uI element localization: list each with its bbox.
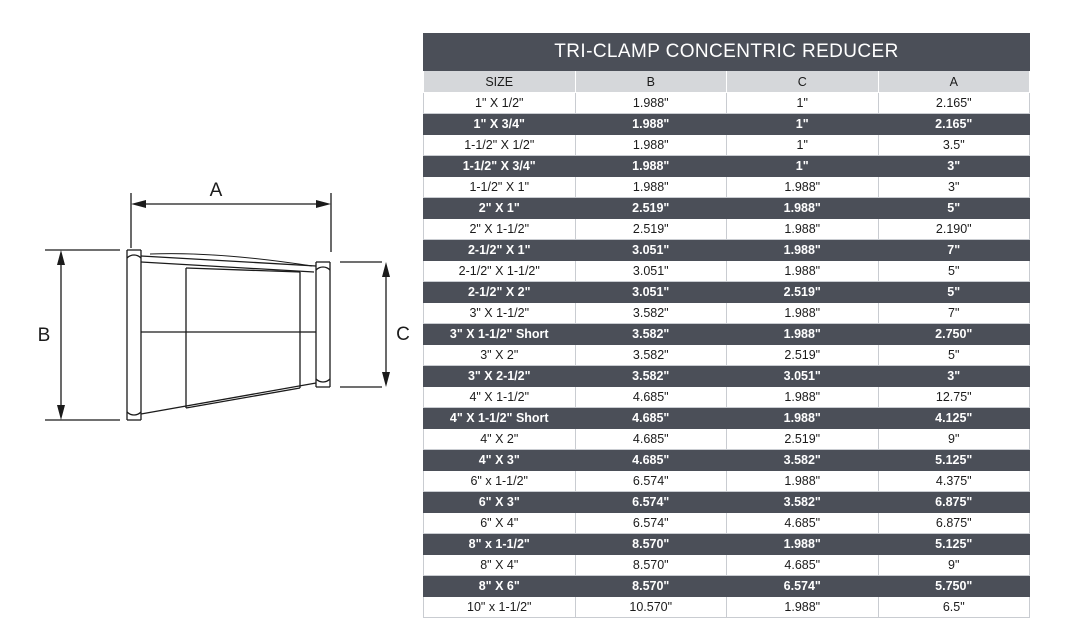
cell-a: 3" <box>878 177 1030 198</box>
c-arrow-top <box>382 262 390 277</box>
cell-a: 3" <box>878 366 1030 387</box>
cell-c: 1.988" <box>727 387 879 408</box>
cell-c: 1.988" <box>727 303 879 324</box>
table-title-row <box>424 34 1030 71</box>
cell-size: 1-1/2" X 3/4" <box>424 156 576 177</box>
cell-b: 3.582" <box>575 303 727 324</box>
cell-size: 1" X 1/2" <box>424 93 576 114</box>
cell-size: 6" X 3" <box>424 492 576 513</box>
b-arrow-top <box>57 250 65 265</box>
table-row <box>424 114 1030 135</box>
cell-a: 5.125" <box>878 534 1030 555</box>
cell-b: 8.570" <box>575 576 727 597</box>
cell-size: 8" x 1-1/2" <box>424 534 576 555</box>
cell-b: 3.051" <box>575 261 727 282</box>
column-header-size: SIZE <box>424 71 576 93</box>
cell-a: 2.165" <box>878 93 1030 114</box>
dimension-label-b: B <box>37 325 51 346</box>
table-row <box>424 219 1030 240</box>
dimension-label-a: A <box>209 180 223 201</box>
cell-a: 6.5" <box>878 597 1030 618</box>
cell-c: 1.988" <box>727 324 879 345</box>
table-row <box>424 471 1030 492</box>
spec-table-body <box>424 34 1030 618</box>
cell-c: 1.988" <box>727 408 879 429</box>
cell-a: 2.750" <box>878 324 1030 345</box>
cell-b: 1.988" <box>575 177 727 198</box>
table-row <box>424 282 1030 303</box>
cell-size: 3" X 2" <box>424 345 576 366</box>
cell-b: 1.988" <box>575 93 727 114</box>
cell-c: 1.988" <box>727 534 879 555</box>
cell-size: 3" X 1-1/2" <box>424 303 576 324</box>
cell-c: 6.574" <box>727 576 879 597</box>
cell-size: 10" x 1-1/2" <box>424 597 576 618</box>
cell-b: 4.685" <box>575 429 727 450</box>
cell-a: 6.875" <box>878 492 1030 513</box>
table-row <box>424 240 1030 261</box>
cell-c: 1" <box>727 114 879 135</box>
table-row <box>424 324 1030 345</box>
cell-b: 3.051" <box>575 282 727 303</box>
column-header-c: C <box>727 71 879 93</box>
cell-b: 1.988" <box>575 114 727 135</box>
dimension-label-c: C <box>396 324 410 345</box>
table-row <box>424 366 1030 387</box>
reducer-technical-drawing <box>0 0 420 643</box>
cell-a: 9" <box>878 555 1030 576</box>
c-arrow-bottom <box>382 372 390 387</box>
table-row <box>424 429 1030 450</box>
cell-c: 2.519" <box>727 429 879 450</box>
cell-b: 3.582" <box>575 345 727 366</box>
large-end-bead-top <box>127 255 141 258</box>
cell-a: 5.750" <box>878 576 1030 597</box>
table-row <box>424 534 1030 555</box>
cell-a: 6.875" <box>878 513 1030 534</box>
cell-c: 1.988" <box>727 219 879 240</box>
cell-b: 6.574" <box>575 492 727 513</box>
cell-a: 4.125" <box>878 408 1030 429</box>
spec-table <box>423 33 1030 618</box>
cell-a: 5" <box>878 345 1030 366</box>
cell-a: 7" <box>878 303 1030 324</box>
table-row <box>424 177 1030 198</box>
cell-b: 1.988" <box>575 135 727 156</box>
cell-c: 1.988" <box>727 198 879 219</box>
cell-a: 4.375" <box>878 471 1030 492</box>
cell-c: 4.685" <box>727 513 879 534</box>
cell-a: 5" <box>878 198 1030 219</box>
large-end-bead-bottom <box>127 412 141 415</box>
cell-b: 6.574" <box>575 471 727 492</box>
table-row <box>424 513 1030 534</box>
cell-size: 1-1/2" X 1" <box>424 177 576 198</box>
table-row <box>424 303 1030 324</box>
cell-a: 2.190" <box>878 219 1030 240</box>
cell-b: 1.988" <box>575 156 727 177</box>
a-arrow-left <box>131 200 146 208</box>
table-header-row <box>424 71 1030 93</box>
cell-size: 6" x 1-1/2" <box>424 471 576 492</box>
cell-size: 1" X 3/4" <box>424 114 576 135</box>
cell-c: 2.519" <box>727 345 879 366</box>
table-row <box>424 135 1030 156</box>
small-end-bead-top <box>316 267 330 270</box>
table-row <box>424 387 1030 408</box>
cone-top-wall <box>141 256 316 266</box>
cell-c: 1.988" <box>727 597 879 618</box>
cell-size: 2" X 1" <box>424 198 576 219</box>
cell-c: 1.988" <box>727 177 879 198</box>
cell-b: 3.582" <box>575 366 727 387</box>
a-arrow-right <box>316 200 331 208</box>
spec-table-container <box>423 33 1030 618</box>
cell-c: 2.519" <box>727 282 879 303</box>
cell-a: 3.5" <box>878 135 1030 156</box>
cell-size: 3" X 1-1/2" Short <box>424 324 576 345</box>
cell-size: 8" X 4" <box>424 555 576 576</box>
cell-a: 5" <box>878 282 1030 303</box>
cell-size: 2" X 1-1/2" <box>424 219 576 240</box>
cell-c: 3.051" <box>727 366 879 387</box>
cell-b: 3.582" <box>575 324 727 345</box>
cell-a: 2.165" <box>878 114 1030 135</box>
cell-c: 3.582" <box>727 492 879 513</box>
column-header-a: A <box>878 71 1030 93</box>
cell-size: 8" X 6" <box>424 576 576 597</box>
cell-c: 1" <box>727 93 879 114</box>
cell-c: 1" <box>727 156 879 177</box>
table-row <box>424 198 1030 219</box>
table-row <box>424 597 1030 618</box>
cell-a: 5.125" <box>878 450 1030 471</box>
cell-b: 4.685" <box>575 408 727 429</box>
cell-b: 2.519" <box>575 198 727 219</box>
cell-c: 1.988" <box>727 261 879 282</box>
cell-c: 1.988" <box>727 471 879 492</box>
cell-c: 3.582" <box>727 450 879 471</box>
cell-b: 8.570" <box>575 555 727 576</box>
table-row <box>424 93 1030 114</box>
cell-c: 1" <box>727 135 879 156</box>
cell-b: 4.685" <box>575 450 727 471</box>
cell-b: 4.685" <box>575 387 727 408</box>
cell-size: 4" X 1-1/2" Short <box>424 408 576 429</box>
cell-c: 4.685" <box>727 555 879 576</box>
table-title: TRI-CLAMP CONCENTRIC REDUCER <box>424 34 1030 71</box>
cell-size: 1-1/2" X 1/2" <box>424 135 576 156</box>
cone-top-wall-inner <box>141 262 314 272</box>
table-row <box>424 408 1030 429</box>
b-arrow-bottom <box>57 405 65 420</box>
cell-size: 3" X 2-1/2" <box>424 366 576 387</box>
cone-bottom-wall <box>141 383 316 414</box>
small-end-bead-bottom <box>316 379 330 382</box>
cell-a: 7" <box>878 240 1030 261</box>
table-row <box>424 555 1030 576</box>
table-row <box>424 492 1030 513</box>
cell-size: 4" X 1-1/2" <box>424 387 576 408</box>
interior-taper-bottom <box>186 388 300 408</box>
cell-size: 6" X 4" <box>424 513 576 534</box>
table-row <box>424 345 1030 366</box>
cell-size: 2-1/2" X 1-1/2" <box>424 261 576 282</box>
cell-b: 3.051" <box>575 240 727 261</box>
cell-b: 10.570" <box>575 597 727 618</box>
cell-b: 2.519" <box>575 219 727 240</box>
table-row <box>424 261 1030 282</box>
cell-a: 3" <box>878 156 1030 177</box>
table-row <box>424 156 1030 177</box>
cell-size: 2-1/2" X 2" <box>424 282 576 303</box>
table-row <box>424 450 1030 471</box>
table-row <box>424 576 1030 597</box>
column-header-b: B <box>575 71 727 93</box>
cell-a: 12.75" <box>878 387 1030 408</box>
cell-size: 4" X 3" <box>424 450 576 471</box>
cell-b: 6.574" <box>575 513 727 534</box>
cell-b: 8.570" <box>575 534 727 555</box>
cell-size: 2-1/2" X 1" <box>424 240 576 261</box>
cell-size: 4" X 2" <box>424 429 576 450</box>
cell-c: 1.988" <box>727 240 879 261</box>
cell-a: 9" <box>878 429 1030 450</box>
cell-a: 5" <box>878 261 1030 282</box>
